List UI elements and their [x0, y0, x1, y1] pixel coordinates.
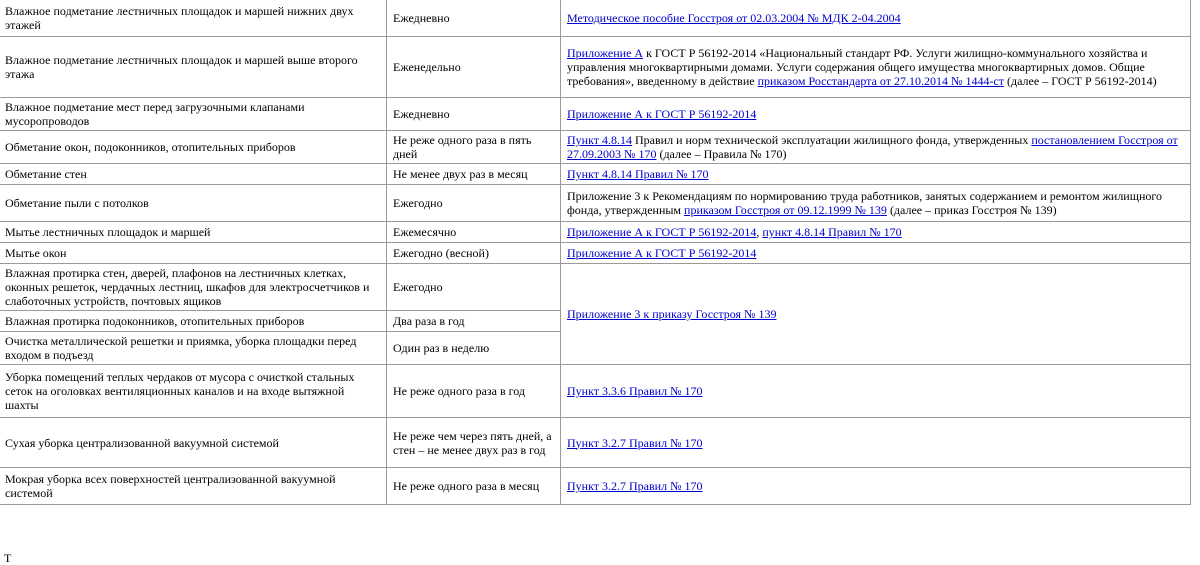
table-row [0, 98, 1191, 131]
frequency-cell: Не реже чем через пять дней, а стен – не менее двух раз в год [387, 418, 561, 468]
basis-text: (далее – ГОСТ Р 56192-2014) [1004, 74, 1157, 88]
document-link[interactable]: Пункт 4.8.14 [567, 133, 633, 147]
legal-basis-cell [561, 0, 1191, 37]
legal-basis-cell [561, 37, 1191, 98]
document-link[interactable]: приказом Росстандарта от 27.10.2014 № 1444-ст [757, 74, 1005, 88]
legal-basis-cell [561, 185, 1191, 222]
document-link[interactable]: Приложение А к ГОСТ Р 56192-2014 [567, 246, 757, 260]
frequency-cell: Ежедневно [387, 98, 561, 131]
table-row [0, 468, 1191, 505]
table-row [0, 365, 1191, 418]
document-link[interactable]: приказом Госстроя от 09.12.1999 № 139 [684, 203, 887, 217]
basis-text: Приложение 3 к Рекомендациям по нормированию труда работников, занятых содержанием и ремонтом жилищного фонда, утвержденным [567, 189, 1163, 217]
basis-text: к ГОСТ Р 56192-2014 «Национальный стандарт РФ. Услуги жилищно-коммунального хозяйства и управления многоквартирными домами. Услуги содержания общего имущества многоквартирных домов. Общие требования», введенному в действие [567, 46, 1148, 88]
frequency-cell: Не реже одного раза в пять дней [387, 131, 561, 164]
work-type-cell: Обметание стен [0, 164, 387, 185]
document-link[interactable]: Приложение А к ГОСТ Р 56192-2014 [567, 107, 757, 121]
table-row [0, 222, 1191, 243]
document-link[interactable]: Приложение 3 к приказу Госстроя № 139 [567, 307, 777, 321]
frequency-cell: Ежегодно (весной) [387, 243, 561, 264]
legal-basis-cell [561, 98, 1191, 131]
document-link[interactable]: Методическое пособие Госстроя от 02.03.2004 № МДК 2-04.2004 [567, 10, 901, 25]
frequency-cell: Ежемесячно [387, 222, 561, 243]
work-type-cell: Мытье окон [0, 243, 387, 264]
document-link[interactable]: Пункт 3.3.6 Правил № 170 [567, 384, 703, 398]
frequency-cell: Не реже одного раза в год [387, 365, 561, 418]
frequency-cell: Не реже одного раза в месяц [387, 468, 561, 505]
work-type-cell: Влажное подметание лестничных площадок и маршей выше второго этажа [0, 37, 387, 98]
work-type-cell: Мытье лестничных площадок и маршей [0, 222, 387, 243]
work-type-cell: Обметание пыли с потолков [0, 185, 387, 222]
table-row [0, 418, 1191, 468]
basis-text: , [756, 225, 763, 239]
document-link[interactable]: Приложение А [567, 46, 644, 60]
work-type-cell: Влажная протирка стен, дверей, плафонов на лестничных клетках, оконных решеток, чердачных лестниц, шкафов для электросчетчиков и слаботочных устройств, почтовых ящиков [0, 264, 387, 311]
trailing-text-fragment: Т [4, 551, 12, 565]
work-type-cell: Сухая уборка централизованной вакуумной системой [0, 418, 387, 468]
basis-text: (далее – Правила № 170) [656, 147, 787, 161]
document-link[interactable]: пункт 4.8.14 Правил № 170 [762, 225, 902, 239]
work-type-cell: Влажная протирка подоконников, отопительных приборов [0, 311, 387, 332]
frequency-cell: Два раза в год [387, 311, 561, 332]
legal-basis-cell [561, 365, 1191, 418]
basis-text: (далее – приказ Госстроя № 139) [886, 203, 1057, 217]
frequency-cell: Еженедельно [387, 37, 561, 98]
table-row [0, 185, 1191, 222]
table-row [0, 37, 1191, 98]
frequency-cell: Один раз в неделю [387, 332, 561, 365]
frequency-cell: Ежегодно [387, 264, 561, 311]
legal-basis-cell [561, 131, 1191, 164]
table-row [0, 0, 1191, 37]
legal-basis-cell [561, 243, 1191, 264]
document-link[interactable]: Пункт 3.2.7 Правил № 170 [567, 479, 703, 493]
document-link[interactable]: Приложение А к ГОСТ Р 56192-2014 [567, 225, 757, 239]
table-row [0, 131, 1191, 164]
document-link[interactable]: Пункт 4.8.14 Правил № 170 [567, 167, 709, 181]
legal-basis-cell [561, 418, 1191, 468]
work-type-cell: Обметание окон, подоконников, отопительных приборов [0, 131, 387, 164]
work-type-cell: Мокрая уборка всех поверхностей централизованной вакуумной системой [0, 468, 387, 505]
frequency-cell: Ежедневно [387, 0, 561, 37]
legal-basis-cell [561, 222, 1191, 243]
frequency-cell: Ежегодно [387, 185, 561, 222]
table-row [0, 264, 1191, 311]
legal-basis-cell [561, 468, 1191, 505]
document-link[interactable]: постановлением Госстроя от 27.09.2003 № 170 [567, 133, 1178, 161]
legal-basis-cell [561, 164, 1191, 185]
table-row [0, 164, 1191, 185]
work-type-cell: Уборка помещений теплых чердаков от мусора с очисткой стальных сеток на оголовках вентиляционных каналов и на входе вытяжной шахты [0, 365, 387, 418]
legal-basis-cell [561, 264, 1191, 365]
table-row [0, 243, 1191, 264]
work-type-cell: Очистка металлической решетки и приямка, уборка площадки перед входом в подъезд [0, 332, 387, 365]
document-link[interactable]: Пункт 3.2.7 Правил № 170 [567, 435, 703, 450]
work-type-cell: Влажное подметание мест перед загрузочными клапанами мусоропроводов [0, 98, 387, 131]
frequency-cell: Не менее двух раз в месяц [387, 164, 561, 185]
work-type-cell: Влажное подметание лестничных площадок и маршей нижних двух этажей [0, 0, 387, 37]
basis-text: Правил и норм технической эксплуатации жилищного фонда, утвержденных [632, 133, 1032, 147]
